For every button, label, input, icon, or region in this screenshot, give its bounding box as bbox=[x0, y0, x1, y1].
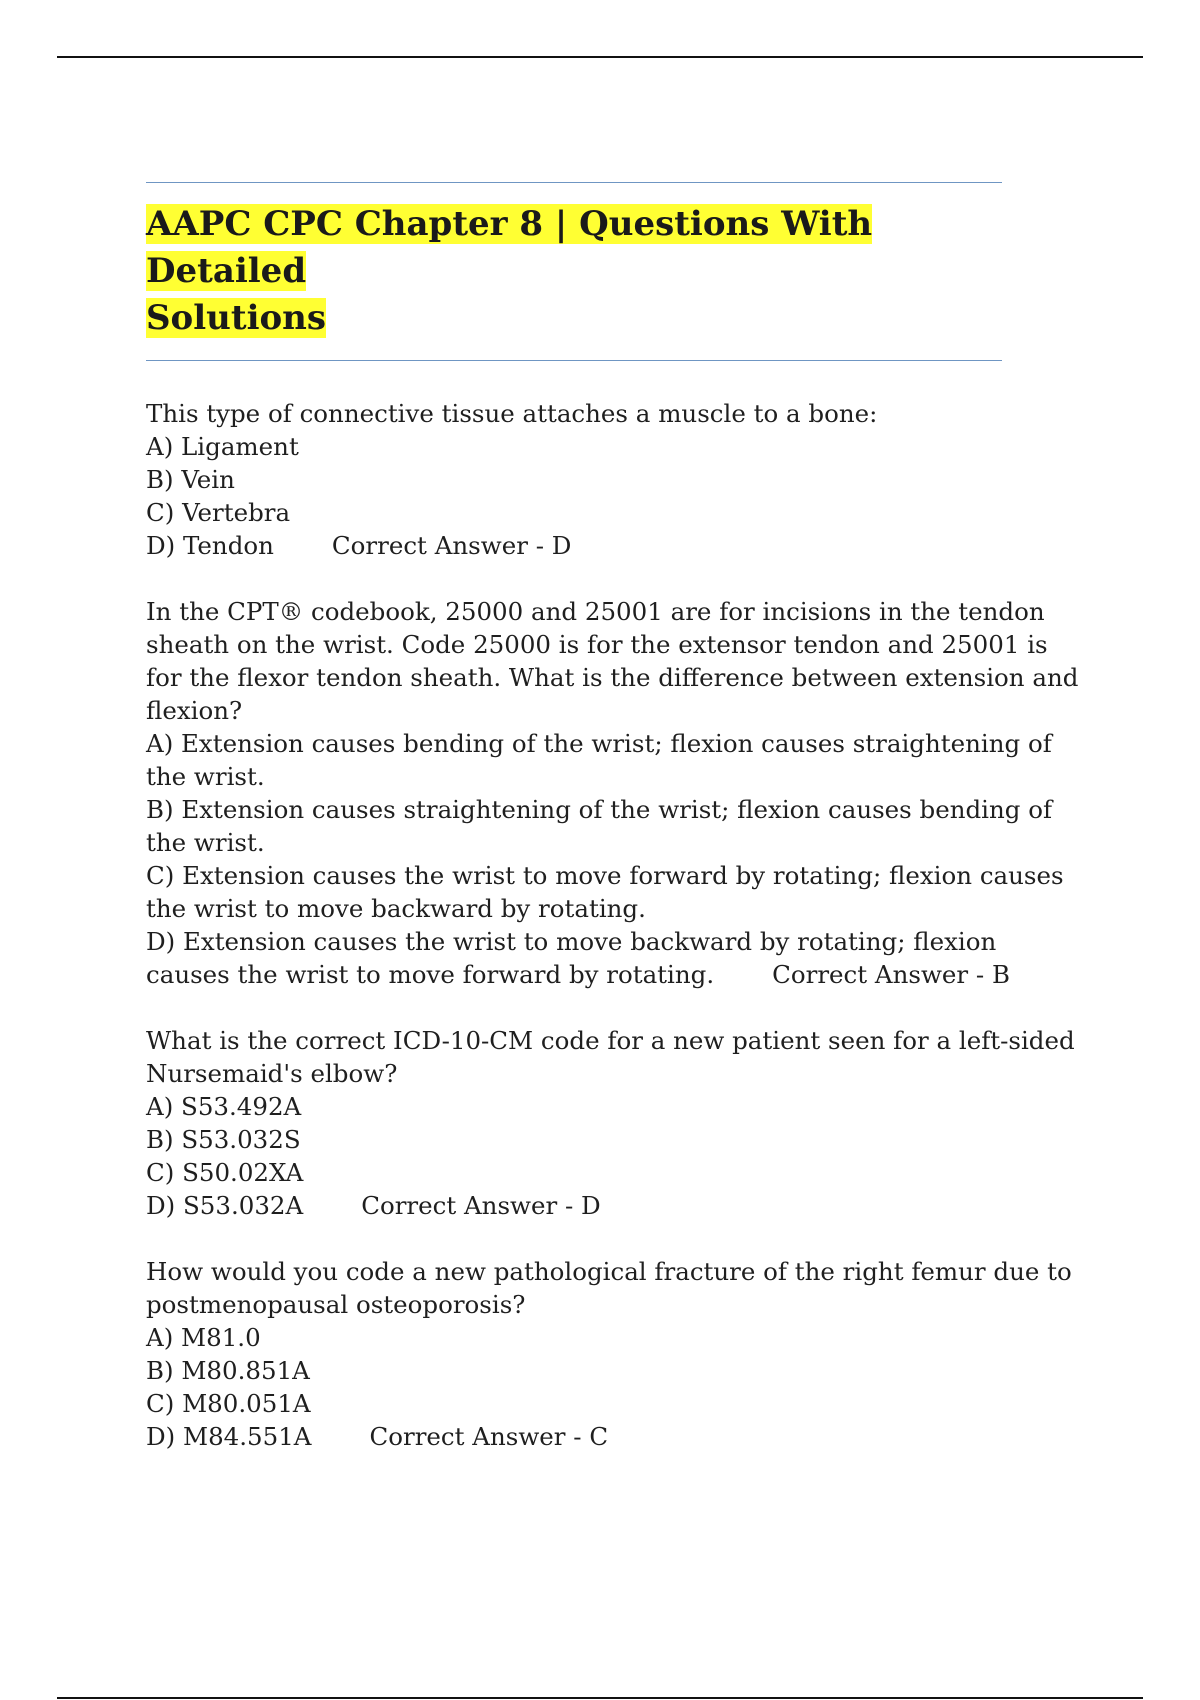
option-c: C) Extension causes the wrist to move forward by rotating; flexion causes the wrist to move backward by rotating. bbox=[146, 861, 1064, 923]
option-d: D) S53.032A bbox=[146, 1191, 304, 1220]
correct-answer: Correct Answer - B bbox=[772, 960, 1010, 989]
page-bottom-rule bbox=[57, 1697, 1143, 1699]
option-d-with-answer bbox=[146, 529, 1086, 562]
title-bottom-rule bbox=[146, 360, 1002, 361]
option-d-with-answer bbox=[146, 1420, 1086, 1453]
option-d: D) Tendon bbox=[146, 531, 274, 560]
option-b: B) S53.032S bbox=[146, 1125, 301, 1154]
question-4 bbox=[146, 1255, 1086, 1453]
option-a: A) M81.0 bbox=[146, 1323, 261, 1352]
option-a: A) Extension causes bending of the wrist; flexion causes straightening of the wrist. bbox=[146, 729, 1052, 791]
option-c: C) Vertebra bbox=[146, 498, 291, 527]
option-b: B) Extension causes straightening of the wrist; flexion causes bending of the wrist. bbox=[146, 795, 1053, 857]
option-d: D) Extension causes the wrist to move backward by rotating; flexion causes the wrist to move forward by rotating. bbox=[146, 927, 997, 989]
question-3 bbox=[146, 1024, 1086, 1222]
question-stem: How would you code a new pathological fracture of the right femur due to postmenopausal osteoporosis? bbox=[146, 1257, 1072, 1319]
option-c: C) M80.051A bbox=[146, 1389, 311, 1418]
page-top-rule bbox=[57, 56, 1143, 58]
question-stem: This type of connective tissue attaches a muscle to a bone: bbox=[146, 399, 878, 428]
question-1 bbox=[146, 397, 1086, 562]
correct-answer: Correct Answer - D bbox=[361, 1191, 601, 1220]
title-line-1: AAPC CPC Chapter 8 | Questions With Detailed bbox=[146, 204, 873, 291]
title-top-rule bbox=[146, 182, 1002, 183]
option-a: A) S53.492A bbox=[146, 1092, 302, 1121]
question-2 bbox=[146, 595, 1086, 991]
correct-answer: Correct Answer - D bbox=[331, 531, 572, 560]
option-d: D) M84.551A bbox=[146, 1422, 312, 1451]
option-a: A) Ligament bbox=[146, 432, 299, 461]
question-stem: In the CPT® codebook, 25000 and 25001 are for incisions in the tendon sheath on the wrist. Code 25000 is for the extensor tendon and 25001 is for the flexor tendon sheath. What is the difference between extension and flexion? bbox=[146, 597, 1079, 725]
document-body bbox=[146, 182, 1086, 1486]
question-stem: What is the correct ICD-10-CM code for a new patient seen for a left-sided Nursemaid's elbow? bbox=[146, 1026, 1075, 1088]
option-d-with-answer bbox=[146, 925, 1086, 991]
document-title bbox=[146, 201, 1002, 342]
option-b: B) M80.851A bbox=[146, 1356, 310, 1385]
option-b: B) Vein bbox=[146, 465, 235, 494]
option-d-with-answer bbox=[146, 1189, 1086, 1222]
option-c: C) S50.02XA bbox=[146, 1158, 304, 1187]
title-line-2: Solutions bbox=[146, 298, 327, 338]
correct-answer: Correct Answer - C bbox=[369, 1422, 609, 1451]
